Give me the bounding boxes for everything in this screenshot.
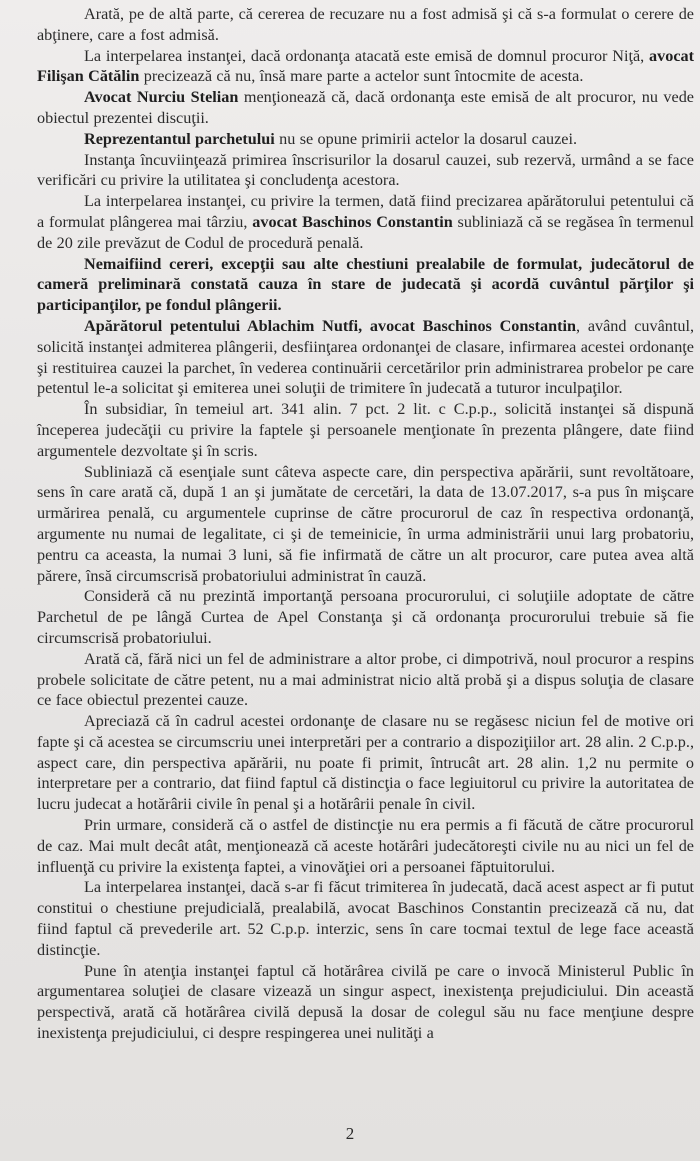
paragraph (37, 316, 694, 399)
text: Pune în atenţia instanţei faptul că hotărârea civilă pe care o invocă Ministerul Public în argumentarea soluţiei de clasare vizează un singur aspect, inexistenţa prejudiciului. Din această perspectivă, arată că hotărârea civilă depusă la dosar de colegul său nu face menţiune despre inexistenţa prejudiciului, ci despre respingerea unei nulităţi a (37, 961, 694, 1043)
text: Arată, pe de altă parte, că cererea de recuzare nu a fost admisă şi că s-a formulat o cerere de abţinere, care a fost admisă. (37, 5, 694, 44)
paragraph (37, 254, 694, 316)
text: Prin urmare, consideră că o astfel de distincţie nu era permis a fi făcută de către procurorul de caz. Mai mult decât atât, menţionează că aceste hotărâri judecătoreşti civile nu au nici un fel de influenţă cu privire la existenţa faptei, a vinovăţiei ori a persoanei făptuitorului. (37, 816, 694, 876)
text: menţionează că, dacă ordonanţa este emisă de alt procuror, nu vede obiectul prezentei discuţii. (37, 88, 694, 127)
bold-text: Reprezentantul parchetului (84, 129, 275, 148)
paragraph (37, 150, 694, 192)
text: nu se opune primirii actelor la dosarul cauzei. (274, 129, 578, 148)
text: Consideră că nu prezintă importanţă persoana procurorului, ci soluţiile adoptate de către Parchetul de pe lângă Curtea de Apel Constanţa şi că ordonanţa procurorului trebuie să fie circumscrisă probatoriului. (37, 587, 694, 647)
bold-text: Nemaifiind cereri, excepţii sau alte chestiuni prealabile de formulat, judecătorul de cameră preliminară constată cauza în stare de judecată şi acordă cuvântul părţilor şi participanţilor, pe fondul plângerii. (37, 254, 694, 315)
text: La interpelarea instanţei, dacă ordonanţa atacată este emisă de domnul procuror Niţă, (84, 46, 650, 65)
text: Subliniază că esenţiale sunt câteva aspecte care, din perspectiva apărării, sunt revoltătoare, sens în care arată că, după 1 an şi jumătate de cercetări, la data de 13.07.2017, s-a pus în mişcare urmărirea penală, cu argumentele cuprinse de către procurorul de caz în respectiva ordonanţă, argumente nu numai de legalitate, ci şi de temeinicie, în urma administrării unui larg probatoriu, pentru ca aceasta, la numai 3 luni, să fie infirmată de către un alt procuror, care putea avea altă părere, însă circumscrisă probatoriului administrat în cauză. (37, 462, 694, 585)
bold-text: Apărătorul petentului Ablachim Nutfi, avocat Baschinos Constantin (84, 316, 577, 335)
text: Arată că, fără nici un fel de administrare a altor probe, ci dimpotrivă, noul procuror a respins probele solicitate de către petent, nu a mai administrat nicio altă probă şi a dispus soluţia de clasare ce face obiectul prezentei cauze. (37, 649, 694, 710)
paragraph (37, 649, 694, 711)
page-number: 2 (345, 1124, 355, 1143)
text: subliniază că se regăsea în termenul de 20 zile prevăzut de Codul de procedură penală. (37, 212, 694, 252)
paragraph (37, 462, 694, 587)
paragraph (37, 4, 694, 46)
bold-text: avocat Filişan Cătălin (37, 46, 694, 86)
document-body (37, 4, 694, 1044)
bold-text: Avocat Nurciu Stelian (84, 88, 239, 107)
text: , având cuvântul, solicită instanţei admiterea plângerii, desfiinţarea ordonanţei de clasare, infirmarea acestei ordonanţe şi restituirea cauzei la parchet, în vederea continuării cercetărilor prin administrarea probelor pe care petentul le-a solicitat şi emiterea unei soluţii de trimitere în judecată a tuturor inculpaţilor. (37, 316, 694, 398)
paragraph (37, 711, 694, 815)
text: precizează că nu, însă mare parte a actelor sunt întocmite de acesta. (139, 67, 584, 86)
paragraph (37, 586, 694, 648)
text: În subsidiar, în temeiul art. 341 alin. 7 pct. 2 lit. c C.p.p., solicită instanţei să dispună începerea judecăţii cu privire la faptele şi persoanele menţionate în prezenta plângere, date fiind argumentele dezvoltate şi în scris. (37, 400, 694, 460)
paragraph (37, 815, 694, 877)
text: La interpelarea instanţei, dacă s-ar fi făcut trimiterea în judecată, dacă acest aspect ar fi putut constitui o chestiune prejudicială, prealabilă, avocat Baschinos Constantin precizează că nu, dat fiind faptul că prevederile art. 52 C.p.p. interzic, sens în care tocmai textul de lege face această distincţie. (37, 878, 694, 959)
text: Instanţa încuviinţează primirea înscrisurilor la dosarul cauzei, sub rezervă, urmând a se face verificări cu privire la utilitatea şi concludenţa acestora. (37, 150, 694, 190)
paragraph (37, 129, 694, 150)
paragraph (37, 191, 694, 253)
text: La interpelarea instanţei, cu privire la termen, dată fiind precizarea apărătorului petentului că a formulat plângerea mai târziu, (37, 192, 694, 231)
text: Apreciază că în cadrul acestei ordonanţe de clasare nu se regăsesc niciun fel de motive ori fapte şi că acestea se circumscriu unei interpretări per a contrario a dispoziţiilor art. 28 alin. 2 C.p.p., aspect care, din perspectiva apărării, nu poate fi primit, întrucât art. 28 alin. 1,2 nu permite o interpretare per a contrario, dat fiind faptul că distincţia o face legiuitorul cu privire la autoritatea de lucru judecat a hotărârii civile în penal şi a hotărârii penale în civil. (37, 712, 694, 814)
paragraph (37, 46, 694, 88)
paragraph (37, 399, 694, 461)
bold-text: avocat Baschinos Constantin (252, 212, 453, 231)
paragraph (37, 877, 694, 960)
paragraph (37, 87, 694, 129)
paragraph (37, 961, 694, 1044)
